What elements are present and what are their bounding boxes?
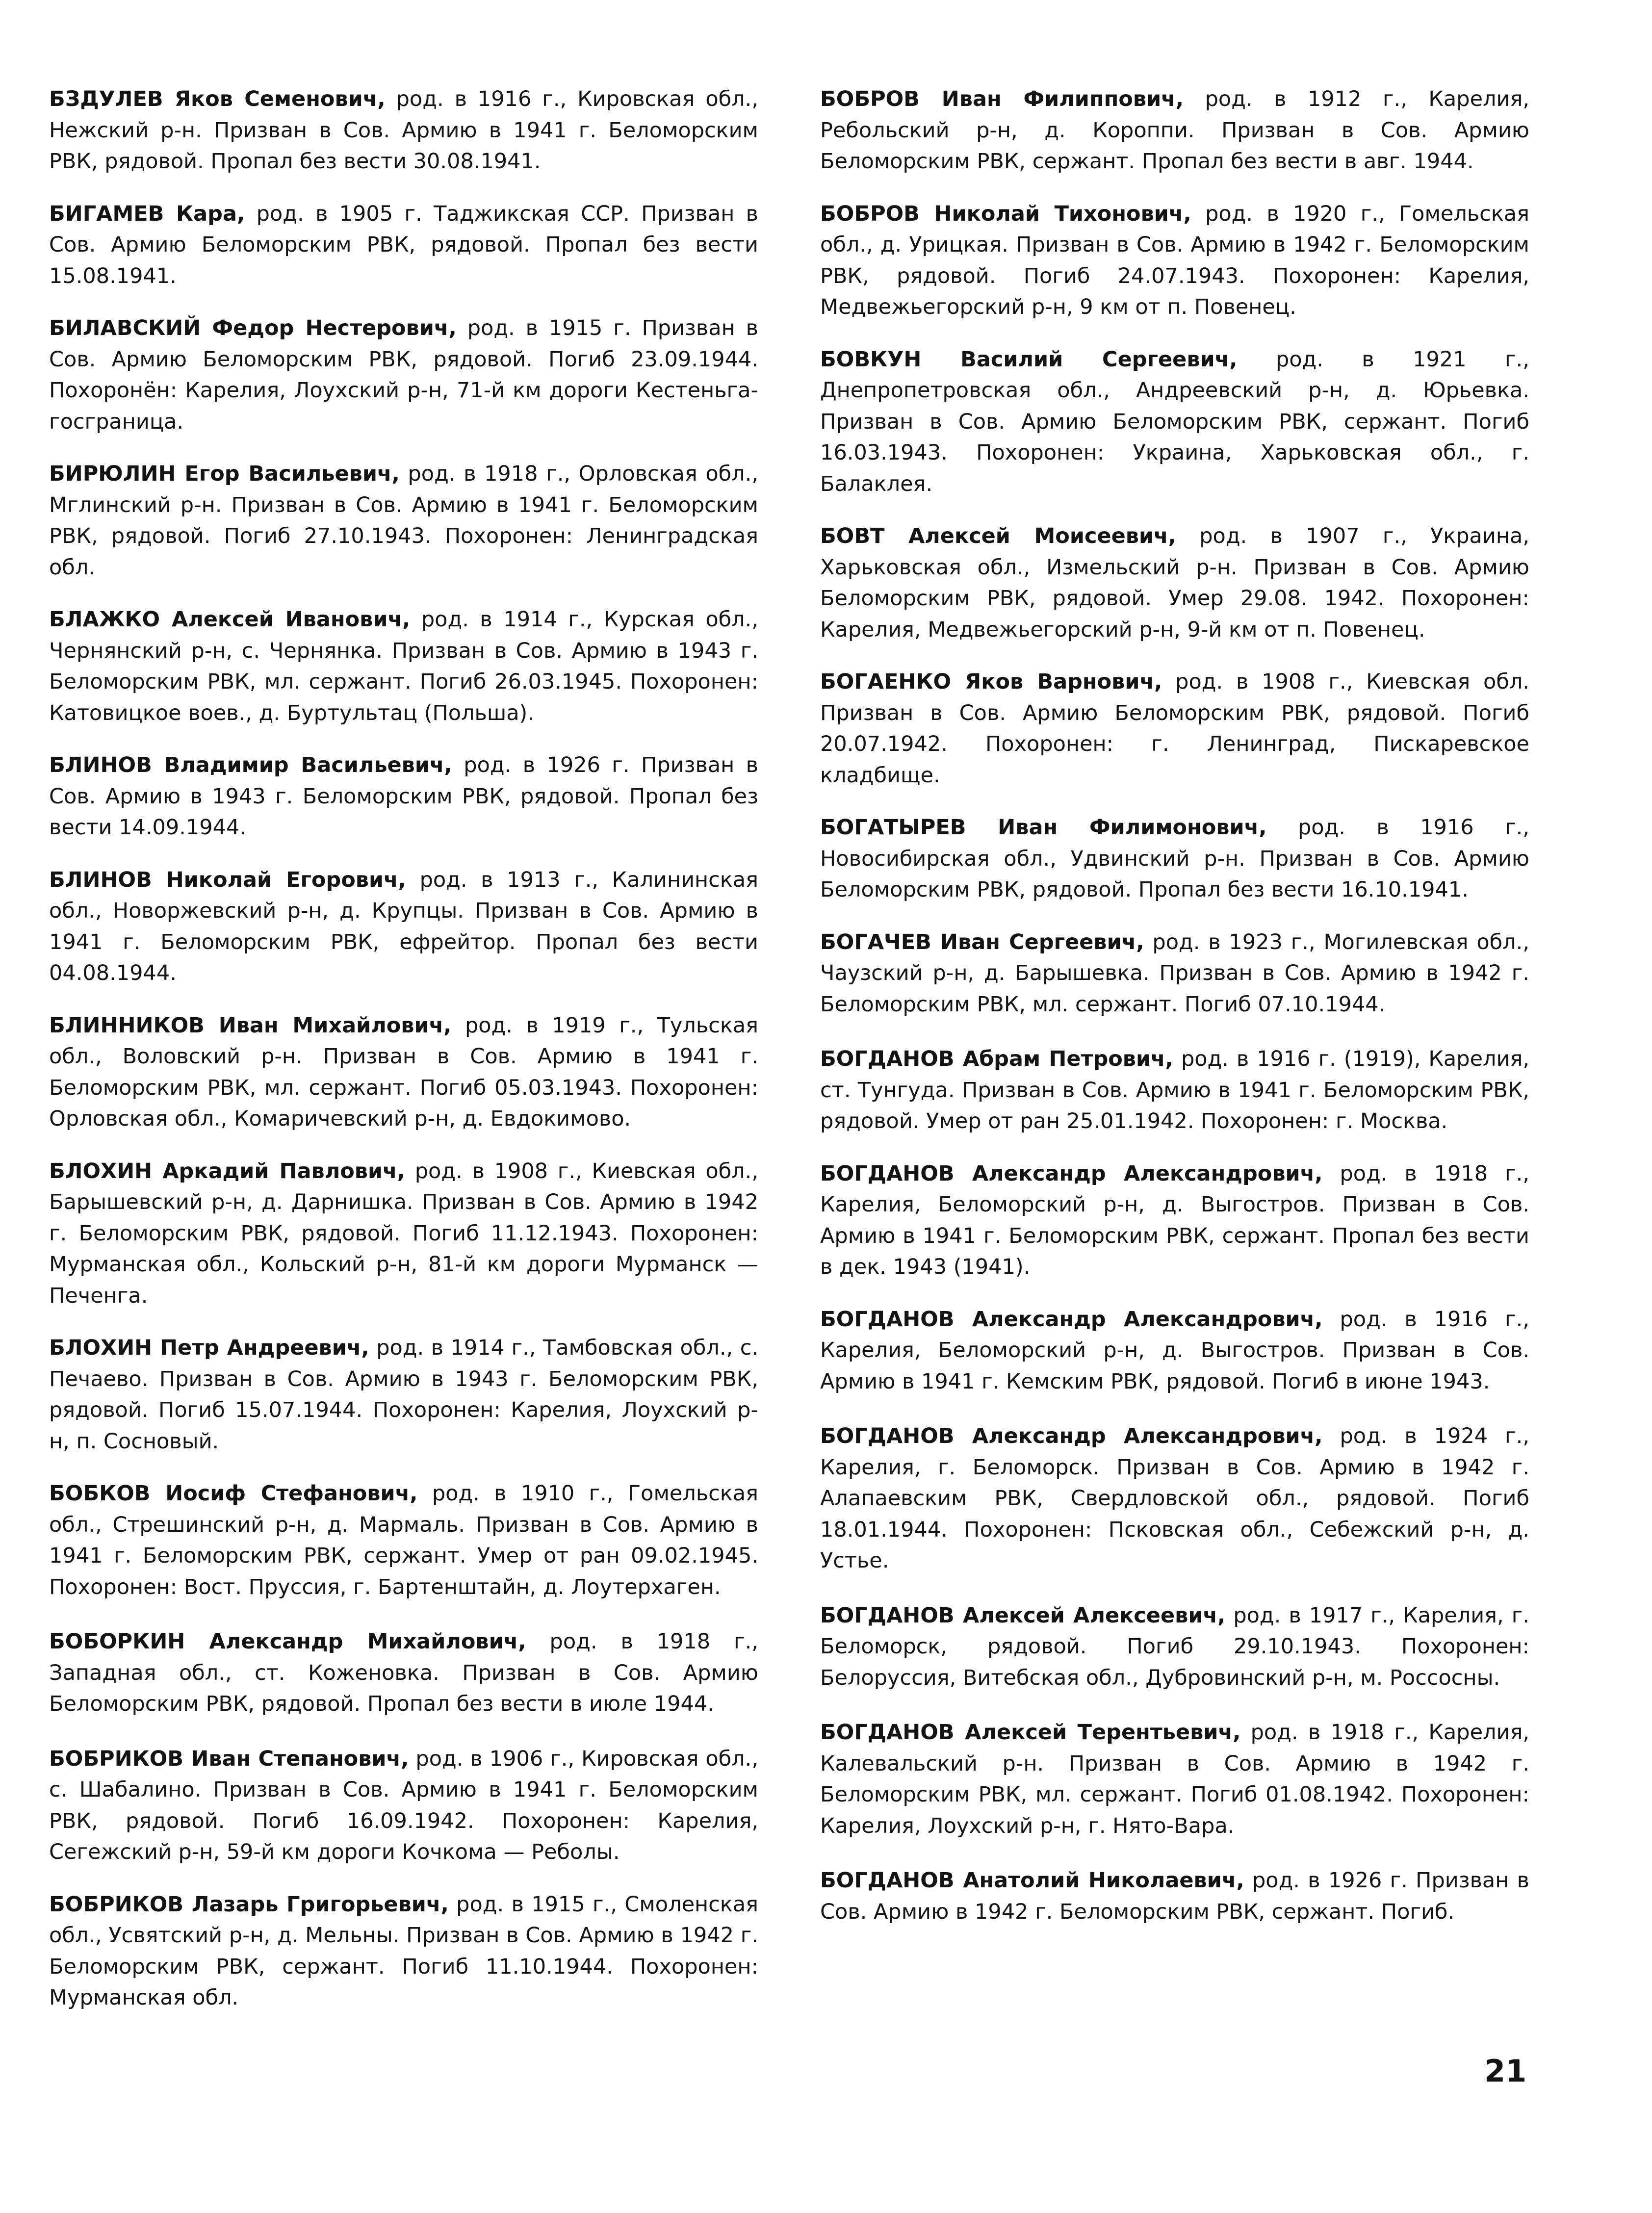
- register-entry: [49, 459, 758, 583]
- entry-text: род. в 1919 г., Тульская обл., Воловский р-н. Призван в Сов. Армию в 1941 г. Беломорским РВК, мл. сержант. Погиб 05.03.1943. Похоронен: Орловская обл., Комаричевский р-н, д. Евдокимово.: [49, 1013, 759, 1131]
- register-entry: [820, 1421, 1529, 1577]
- entry-name: БОБРИКОВ Лазарь Григорьевич,: [49, 1892, 449, 1917]
- register-entry: [820, 1865, 1529, 1928]
- entry-text: род. в 1915 г., Смоленская обл., Усвятский р-н, д. Мельны. Призван в Сов. Армию в 1942 г. Беломорским РВК, сержант. Погиб 11.10.1944. Похоронен: Мурманская обл.: [49, 1892, 758, 2010]
- register-entry: [820, 521, 1529, 645]
- entry-text: род. в 1918 г., Западная обл., ст. Коженовка. Призван в Сов. Армию Беломорским РВК, рядовой. Пропал без вести в июле 1944.: [49, 1629, 758, 1716]
- entry-name: БЛАЖКО Алексей Иванович,: [49, 607, 411, 632]
- entry-text: род. в 1908 г., Киевская обл. Призван в Сов. Армию Беломорским РВК, рядовой. Погиб 20.07.1942. Похоронен: г. Ленинград, Пискаревское кладбище.: [820, 669, 1529, 788]
- register-entry: [820, 84, 1529, 178]
- register-entry: [820, 927, 1529, 1021]
- register-entry: [820, 344, 1529, 500]
- entry-name: БОВКУН Василий Сергеевич,: [820, 347, 1238, 372]
- entry-text: род. в 1926 г. Призван в Сов. Армию в 1942 г. Беломорским РВК, сержант. Погиб.: [820, 1868, 1529, 1924]
- entry-text: род. в 1921 г., Днепропетровская обл., Андреевский р-н, д. Юрьевка. Призван в Сов. Армию Беломорским РВК, сержант. Погиб 16.03.1943. Похоронен: Украина, Харьковская обл., г. Балаклея.: [820, 347, 1529, 496]
- entry-text: род. в 1918 г., Орловская обл., Мглинский р-н. Призван в Сов. Армию в 1941 г. Беломорским РВК, рядовой. Погиб 27.10.1943. Похоронен: Ленинградская обл.: [49, 462, 759, 580]
- entry-name: БЗДУЛЕВ Яков Семенович,: [49, 87, 386, 111]
- entry-name: БИРЮЛИН Егор Васильевич,: [49, 462, 400, 486]
- entry-name: БЛОХИН Петр Андреевич,: [49, 1336, 369, 1360]
- entry-text: род. в 1910 г., Гомельская обл., Стрешинский р-н, д. Мармаль. Призван в Сов. Армию в 1941 г. Беломорским РВК, сержант. Умер от ран 09.02.1945. Похоронен: Вост. Пруссия, г. Бартенштайн, д. Лоутерхаген.: [49, 1481, 758, 1599]
- entry-name: БОГАЕНКО Яков Варнович,: [820, 669, 1162, 694]
- entry-name: БЛИНОВ Николай Егорович,: [49, 867, 406, 892]
- entry-name: БОБРИКОВ Иван Степанович,: [49, 1746, 409, 1771]
- entry-name: БЛИННИКОВ Иван Михайлович,: [49, 1013, 452, 1038]
- entry-name: БОБКОВ Иосиф Стефанович,: [49, 1481, 418, 1506]
- register-entry: [49, 1889, 758, 2014]
- entry-text: род. в 1916 г., Новосибирская обл., Удвинский р-н. Призван в Сов. Армию Беломорским РВК, рядовой. Пропал без вести 16.10.1941.: [820, 815, 1529, 902]
- entry-text: род. в 1915 г. Призван в Сов. Армию Беломорским РВК, рядовой. Погиб 23.09.1944. Похоронён: Карелия, Лоухский р-н, 71-й км дороги Кестеньга-госграница.: [49, 316, 758, 434]
- left-column: [49, 63, 758, 2028]
- entry-text: род. в 1905 г. Таджикская ССР. Призван в Сов. Армию Беломорским РВК, рядовой. Пропал без вести 15.08.1941.: [49, 201, 759, 288]
- register-entry: [49, 199, 758, 292]
- register-entry: [820, 1044, 1529, 1137]
- entry-name: БОВТ Алексей Моисеевич,: [820, 524, 1176, 548]
- entry-name: БЛОХИН Аркадий Павлович,: [49, 1158, 405, 1184]
- entry-text: род. в 1907 г., Украина, Харьковская обл., Измельский р-н. Призван в Сов. Армию Беломорским РВК, рядовой. Умер 29.08. 1942. Похоронен: Карелия, Медвежьегорский р-н, 9-й км от п. Повенец.: [820, 524, 1529, 642]
- entry-name: БОБРОВ Николай Тихонович,: [820, 201, 1191, 226]
- register-entry: [820, 199, 1529, 323]
- register-entry: [820, 1600, 1529, 1694]
- entry-text: род. в 1916 г., Карелия, Беломорский р-н, д. Выгостров. Призван в Сов. Армию в 1941 г. Кемским РВК, рядовой. Погиб в июне 1943.: [820, 1307, 1529, 1394]
- entry-name: БОГДАНОВ Алексей Терентьевич,: [820, 1720, 1241, 1745]
- entry-text: род. в 1916 г. (1919), Карелия, ст. Тунгуда. Призван в Сов. Армию в 1941 г. Беломорским РВК, рядовой. Умер от ран 25.01.1942. Похоронен: г. Москва.: [820, 1047, 1529, 1133]
- entry-name: БОГДАНОВ Александр Александрович,: [820, 1307, 1323, 1332]
- register-entry: [49, 1333, 758, 1457]
- entry-text: род. в 1920 г., Гомельская обл., д. Урицкая. Призван в Сов. Армию в 1942 г. Беломорским РВК, рядовой. Погиб 24.07.1943. Похоронен: Карелия, Медвежьегорский р-н, 9 км от п. Повенец.: [820, 201, 1529, 319]
- entry-text: род. в 1914 г., Тамбовская обл., с. Печаево. Призван в Сов. Армию в 1943 г. Беломорским РВК, рядовой. Погиб 15.07.1944. Похоронен: Карелия, Лоухский р-н, п. Сосновый.: [49, 1336, 759, 1454]
- page-number: 21: [1484, 2053, 1527, 2089]
- entry-name: БЛИНОВ Владимир Васильевич,: [49, 753, 452, 777]
- register-entry: [820, 1304, 1529, 1398]
- register-entry: [49, 865, 758, 989]
- register-entry: [49, 1744, 758, 1868]
- entry-name: БОГДАНОВ Александр Александрович,: [820, 1424, 1323, 1448]
- register-entry: [49, 604, 758, 729]
- entry-name: БИГАМЕВ Кара,: [49, 201, 245, 226]
- entry-text: род. в 1914 г., Курская обл., Чернянский р-н, с. Чернянка. Призван в Сов. Армию в 1943 г. Беломорским РВК, мл. сержант. Погиб 26.03.1945. Похоронен: Катовицкое воев., д. Буртультац (Польша).: [49, 607, 758, 725]
- entry-text: род. в 1912 г., Карелия, Ребольский р-н, д. Короппи. Призван в Сов. Армию Беломорским РВК, сержант. Пропал без вести в авг. 1944.: [820, 87, 1529, 174]
- register-entry: [820, 1717, 1529, 1842]
- register-entry: [49, 1010, 758, 1135]
- entry-name: БОГДАНОВ Анатолий Николаевич,: [820, 1868, 1244, 1893]
- entry-name: БОГДАНОВ Александр Александрович,: [820, 1161, 1323, 1186]
- entry-name: БИЛАВСКИЙ Федор Нестерович,: [49, 316, 457, 340]
- register-entry: [820, 812, 1529, 906]
- register-entry: [820, 667, 1529, 791]
- entry-text: род. в 1906 г., Кировская обл., с. Шабалино. Призван в Сов. Армию в 1941 г. Беломорским РВК, рядовой. Погиб 16.09.1942. Похоронен: Карелия, Сегежский р-н, 59-й км дороги Кочкома — Реболы.: [49, 1746, 758, 1864]
- entry-text: род. в 1917 г., Карелия, г. Беломорск, рядовой. Погиб 29.10.1943. Похоронен: Белоруссия, Витебская обл., Дубровинский р-н, м. Россосны.: [820, 1603, 1529, 1690]
- register-entry: [820, 1158, 1529, 1283]
- entry-text: род. в 1908 г., Киевская обл., Барышевский р-н, д. Дарнишка. Призван в Сов. Армию в 1942 г. Беломорским РВК, рядовой. Погиб 11.12.1943. Похоронен: Мурманская обл., Кольский р-н, 81-й км дороги Мурманск — Печенга.: [49, 1158, 758, 1308]
- register-entry: [49, 1156, 758, 1312]
- entry-text: род. в 1924 г., Карелия, г. Беломорск. Призван в Сов. Армию в 1942 г. Алапаевским РВК, Свердловской обл., рядовой. Погиб 18.01.1944. Похоронен: Псковская обл., Себежский р-н, д. Устье.: [820, 1424, 1529, 1573]
- right-column: [820, 63, 1529, 1941]
- entry-text: род. в 1918 г., Карелия, Беломорский р-н, д. Выгостров. Призван в Сов. Армию в 1941 г. Беломорским РВК, сержант. Пропал без вести в дек. 1943 (1941).: [820, 1161, 1529, 1279]
- register-entry: [49, 750, 758, 844]
- entry-name: БОБОРКИН Александр Михайлович,: [49, 1629, 526, 1654]
- entry-text: род. в 1918 г., Карелия, Калевальский р-н. Призван в Сов. Армию в 1942 г. Беломорским РВК, мл. сержант. Погиб 01.08.1942. Похоронен: Карелия, Лоухский р-н, г. Нято-Вара.: [820, 1720, 1529, 1838]
- entry-text: род. в 1923 г., Могилевская обл., Чаузский р-н, д. Барышевка. Призван в Сов. Армию в 1942 г. Беломорским РВК, мл. сержант. Погиб 07.10.1944.: [820, 929, 1529, 1017]
- register-entry: [49, 1626, 758, 1720]
- register-entry: [49, 84, 758, 178]
- register-entry: [49, 313, 758, 437]
- entry-name: БОГДАНОВ Абрам Петрович,: [820, 1047, 1173, 1071]
- entry-name: БОГАЧЕВ Иван Сергеевич,: [820, 929, 1144, 954]
- entry-name: БОГДАНОВ Алексей Алексеевич,: [820, 1603, 1226, 1628]
- entry-text: род. в 1916 г., Кировская обл., Нежский р-н. Призван в Сов. Армию в 1941 г. Беломорским РВК, рядовой. Пропал без вести 30.08.1941.: [49, 87, 758, 174]
- entry-text: род. в 1926 г. Призван в Сов. Армию в 1943 г. Беломорским РВК, рядовой. Пропал без вести 14.09.1944.: [49, 753, 759, 840]
- entry-text: род. в 1913 г., Калининская обл., Новоржевский р-н, д. Крупцы. Призван в Сов. Армию в 1941 г. Беломорским РВК, ефрейтор. Пропал без вести 04.08.1944.: [49, 867, 758, 985]
- register-entry: [49, 1478, 758, 1603]
- entry-name: БОГАТЫРЕВ Иван Филимонович,: [820, 815, 1267, 840]
- entry-name: БОБРОВ Иван Филиппович,: [820, 87, 1184, 111]
